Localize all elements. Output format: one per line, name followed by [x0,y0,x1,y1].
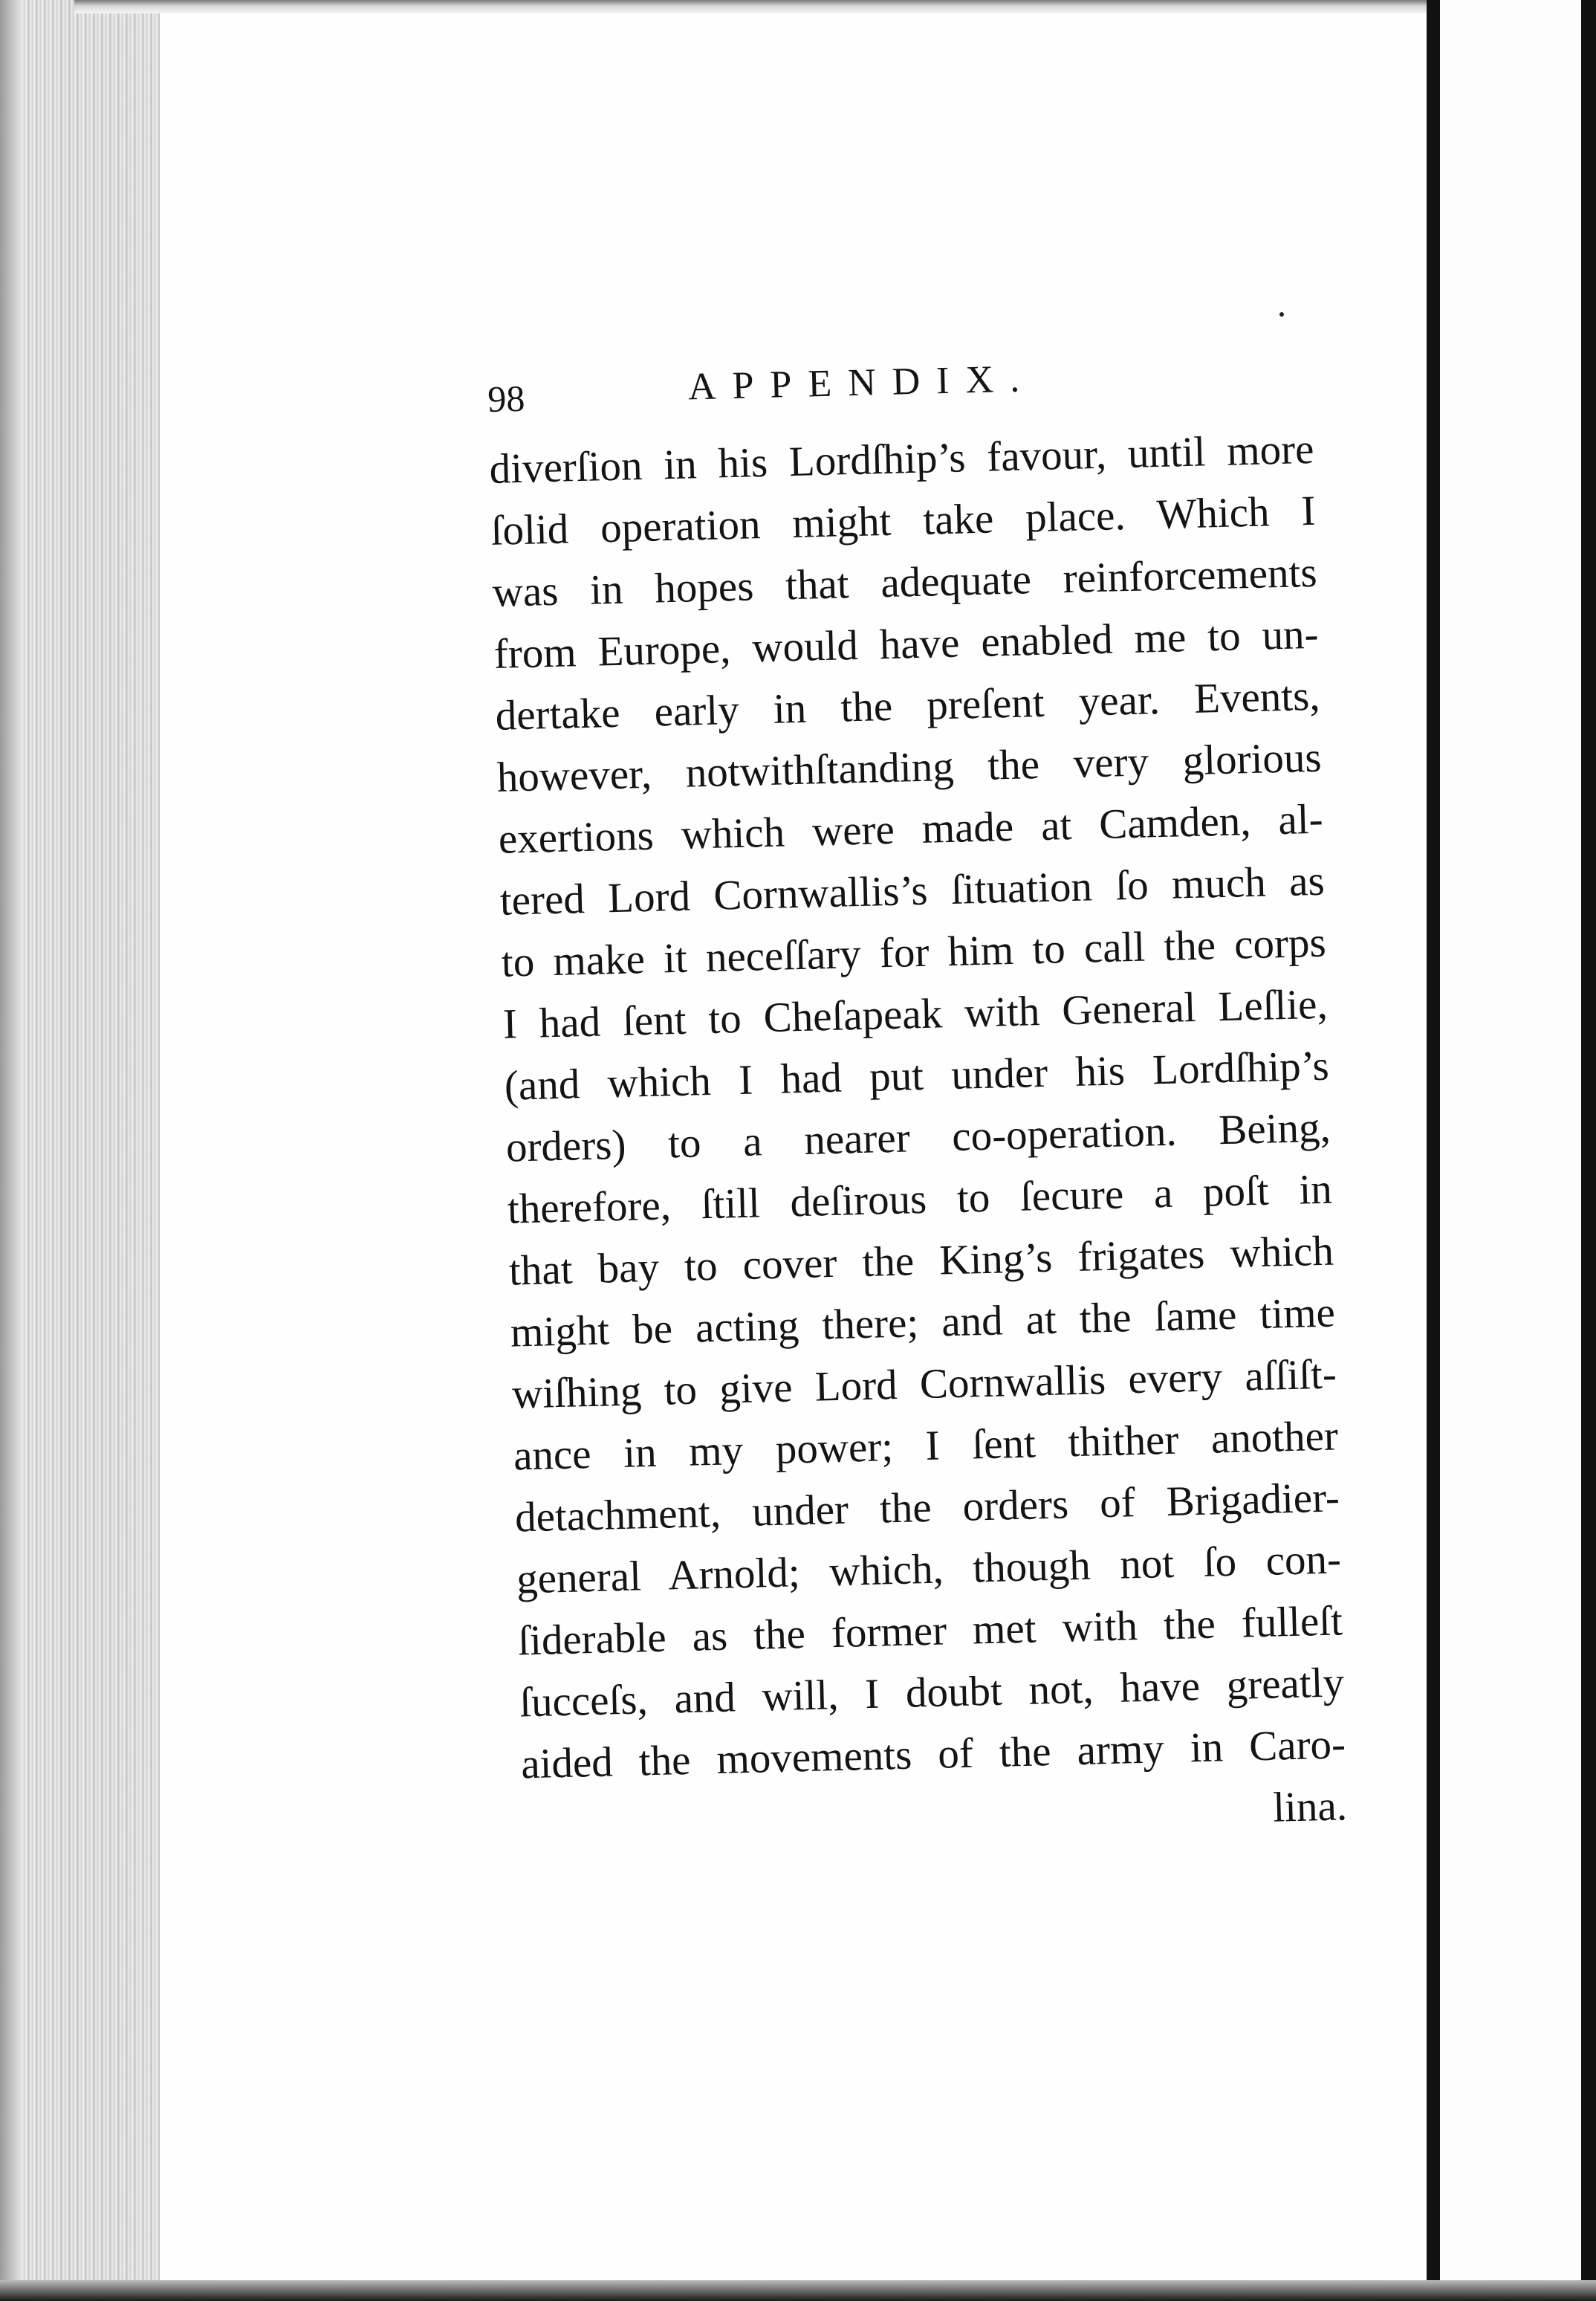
text-line: ance in my power; I ſent thither another [513,1412,1339,1480]
page-text-block [487,336,1378,1857]
text-line: tered Lord Cornwallis’s ſituation ſo much as [499,857,1326,925]
text-line: dertake early in the preſent year. Events, [495,672,1321,740]
text-line: detachment, under the orders of Brigadier- [514,1474,1340,1541]
text-line: exertions which were made at Camden, al- [498,795,1324,863]
text-line: however, notwithſtanding the very glorious [496,734,1323,801]
text-line: ſiderable as the former met with the fulleſt [517,1597,1343,1665]
text-line: therefore, ſtill deſirous to ſecure a poſt in [507,1165,1333,1233]
text-line: ſolid operation might take place. Which I [490,487,1317,554]
text-line: general Arnold; which, though not ſo con- [516,1535,1342,1603]
text-line: diverſion in his Lordſhip’s favour, until more [488,425,1315,493]
text-line-last: lina. [1272,1782,1348,1831]
text-line: was in hopes that adequate reinforcements [491,548,1318,616]
book-gutter [1427,0,1440,2282]
text-line: orders) to a nearer co-operation. Being, [505,1104,1331,1171]
text-line: wiſhing to give Lord Cornwallis every aſſiſt- [511,1350,1337,1418]
facing-page-edge [1440,0,1596,2282]
facing-page-shadow [1581,0,1596,2282]
text-line: (and which I had put under his Lordſhip’s [504,1042,1330,1110]
text-line: to make it neceſſary for him to call the corps [501,919,1327,986]
body-text [489,418,1378,1857]
text-line: ſucceſs, and will, I doubt not, have greatly [519,1659,1345,1726]
text-line: from Europe, would have enabled me to un- [493,610,1320,678]
bottom-page-edge [0,2280,1596,2301]
running-head: APPENDIX. [687,357,1037,409]
page-number: 98 [487,377,526,420]
text-line: aided the movements of the army in Caro- [520,1721,1346,1788]
page-stack-edge [0,0,160,2301]
text-line: I had ſent to Cheſapeak with General Leſlie, [502,980,1329,1048]
text-line: that bay to cover the King’s frigates which [508,1227,1334,1295]
text-line: might be acting there; and at the ſame time [510,1289,1336,1356]
top-page-edge [74,0,1449,13]
dust-speck [1279,312,1284,317]
